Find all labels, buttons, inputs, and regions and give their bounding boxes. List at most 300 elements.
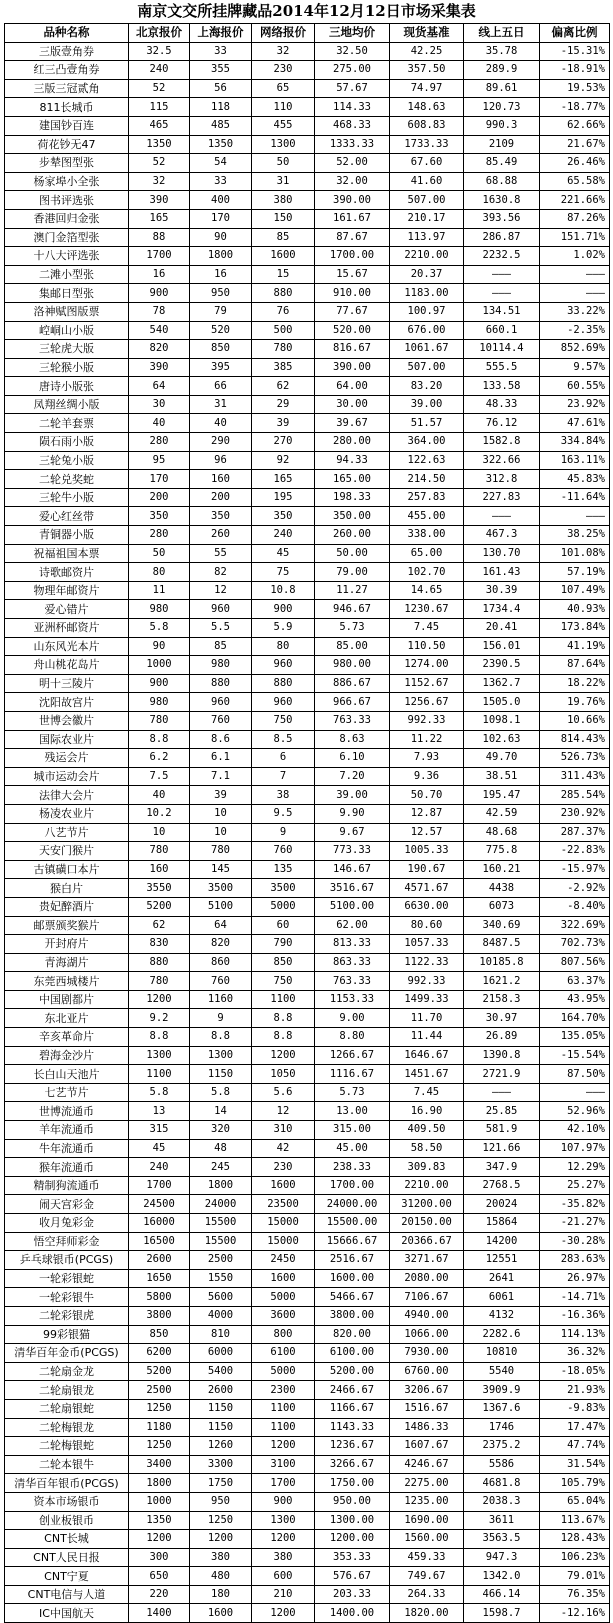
cell-deviation-ratio: 21.67%	[540, 135, 610, 154]
cell-item-name: 东莞西城楼片	[5, 972, 129, 991]
cell-spot-benchmark: 1499.33	[390, 990, 464, 1009]
cell-three-city-average: 1750.00	[315, 1474, 390, 1493]
cell-three-city-average: 5100.00	[315, 897, 390, 916]
cell-deviation-ratio: 47.61%	[540, 414, 610, 433]
cell-three-city-average: 5200.00	[315, 1362, 390, 1381]
cell-online-five-day: 35.78	[464, 42, 540, 61]
cell-online-price: 195	[252, 488, 315, 507]
cell-beijing-price: 88	[129, 228, 190, 247]
cell-beijing-price: 1000	[129, 1492, 190, 1511]
cell-item-name: 城市运动会片	[5, 767, 129, 786]
cell-item-name: 亚洲杯邮资片	[5, 619, 129, 638]
cell-online-five-day: 660.1	[464, 321, 540, 340]
cell-deviation-ratio: 62.66%	[540, 116, 610, 135]
cell-shanghai-price: 5100	[190, 897, 252, 916]
cell-online-price: 5000	[252, 1288, 315, 1307]
cell-beijing-price: 240	[129, 1158, 190, 1177]
cell-online-price: 29	[252, 395, 315, 414]
cell-deviation-ratio: -11.64%	[540, 488, 610, 507]
cell-beijing-price: 5.8	[129, 1083, 190, 1102]
cell-item-name: 闹天宫彩金	[5, 1195, 129, 1214]
cell-three-city-average: 15.67	[315, 265, 390, 284]
cell-three-city-average: 32.00	[315, 172, 390, 191]
cell-three-city-average: 57.67	[315, 79, 390, 98]
table-row	[5, 1195, 610, 1214]
cell-deviation-ratio: 114.13%	[540, 1325, 610, 1344]
cell-online-five-day: 120.73	[464, 98, 540, 117]
cell-item-name: 步辇图型张	[5, 154, 129, 173]
cell-shanghai-price: 1350	[190, 135, 252, 154]
cell-item-name: 物理年邮资片	[5, 581, 129, 600]
cell-online-five-day: 10114.4	[464, 340, 540, 359]
cell-spot-benchmark: 455.00	[390, 507, 464, 526]
cell-three-city-average: 5.73	[315, 619, 390, 638]
cell-shanghai-price: 350	[190, 507, 252, 526]
table-row	[5, 1344, 610, 1363]
cell-online-price: 310	[252, 1121, 315, 1140]
cell-online-five-day: 1362.7	[464, 674, 540, 693]
cell-online-five-day: 4681.8	[464, 1474, 540, 1493]
cell-online-price: 15	[252, 265, 315, 284]
cell-spot-benchmark: 749.67	[390, 1567, 464, 1586]
cell-three-city-average: 1236.67	[315, 1437, 390, 1456]
cell-online-price: 1100	[252, 990, 315, 1009]
cell-spot-benchmark: 12.57	[390, 823, 464, 842]
cell-online-price: 790	[252, 935, 315, 954]
cell-deviation-ratio: 63.37%	[540, 972, 610, 991]
cell-online-five-day: 2390.5	[464, 656, 540, 675]
cell-deviation-ratio: 173.84%	[540, 619, 610, 638]
cell-shanghai-price: 55	[190, 544, 252, 563]
cell-spot-benchmark: 11.70	[390, 1009, 464, 1028]
table-row	[5, 395, 610, 414]
cell-beijing-price: 1700	[129, 1176, 190, 1195]
cell-spot-benchmark: 357.50	[390, 61, 464, 80]
cell-spot-benchmark: 42.25	[390, 42, 464, 61]
cell-online-price: 12	[252, 1102, 315, 1121]
cell-online-five-day: 102.63	[464, 730, 540, 749]
cell-shanghai-price: 33	[190, 42, 252, 61]
table-row	[5, 1548, 610, 1567]
cell-deviation-ratio: 36.32%	[540, 1344, 610, 1363]
cell-spot-benchmark: 409.50	[390, 1121, 464, 1140]
cell-three-city-average: 946.67	[315, 600, 390, 619]
cell-beijing-price: 10.2	[129, 804, 190, 823]
cell-online-price: 65	[252, 79, 315, 98]
cell-beijing-price: 300	[129, 1548, 190, 1567]
table-row	[5, 265, 610, 284]
table-row	[5, 619, 610, 638]
cell-online-five-day: 1621.2	[464, 972, 540, 991]
cell-online-five-day: ———	[464, 284, 540, 303]
header-beijing-price: 北京报价	[129, 24, 190, 43]
cell-online-five-day: 581.9	[464, 1121, 540, 1140]
cell-online-five-day: 6073	[464, 897, 540, 916]
cell-deviation-ratio: 702.73%	[540, 935, 610, 954]
cell-shanghai-price: 90	[190, 228, 252, 247]
table-row	[5, 1325, 610, 1344]
cell-spot-benchmark: 39.00	[390, 395, 464, 414]
cell-deviation-ratio: 526.73%	[540, 749, 610, 768]
cell-item-name: 残运会片	[5, 749, 129, 768]
cell-deviation-ratio: 25.27%	[540, 1176, 610, 1195]
cell-online-price: 1050	[252, 1065, 315, 1084]
cell-three-city-average: 5466.67	[315, 1288, 390, 1307]
cell-online-five-day: 25.85	[464, 1102, 540, 1121]
cell-deviation-ratio: -15.31%	[540, 42, 610, 61]
cell-online-five-day: 1098.1	[464, 711, 540, 730]
cell-shanghai-price: 1150	[190, 1399, 252, 1418]
cell-online-price: 230	[252, 61, 315, 80]
cell-online-five-day: 156.01	[464, 637, 540, 656]
cell-item-name: 二轮本银牛	[5, 1455, 129, 1474]
cell-online-price: 8.5	[252, 730, 315, 749]
cell-deviation-ratio: 106.23%	[540, 1548, 610, 1567]
cell-online-price: 1300	[252, 135, 315, 154]
cell-item-name: 三轮猴小版	[5, 358, 129, 377]
cell-deviation-ratio: 42.10%	[540, 1121, 610, 1140]
cell-item-name: 二轮羊套票	[5, 414, 129, 433]
cell-item-name: 东北亚片	[5, 1009, 129, 1028]
cell-online-price: 9	[252, 823, 315, 842]
cell-deviation-ratio: 9.57%	[540, 358, 610, 377]
cell-deviation-ratio: -15.54%	[540, 1046, 610, 1065]
cell-deviation-ratio: -2.92%	[540, 879, 610, 898]
table-row	[5, 786, 610, 805]
cell-online-five-day: 30.39	[464, 581, 540, 600]
cell-three-city-average: 773.33	[315, 842, 390, 861]
cell-beijing-price: 1300	[129, 1046, 190, 1065]
cell-shanghai-price: 9	[190, 1009, 252, 1028]
cell-online-five-day: 775.8	[464, 842, 540, 861]
cell-online-five-day: 2109	[464, 135, 540, 154]
cell-three-city-average: 11.27	[315, 581, 390, 600]
cell-spot-benchmark: 50.70	[390, 786, 464, 805]
cell-item-name: 青海湖片	[5, 953, 129, 972]
table-row	[5, 507, 610, 526]
cell-shanghai-price: 290	[190, 433, 252, 452]
cell-spot-benchmark: 1451.67	[390, 1065, 464, 1084]
table-row	[5, 897, 610, 916]
cell-item-name: 精制狗流通币	[5, 1176, 129, 1195]
table-row	[5, 1399, 610, 1418]
cell-beijing-price: 45	[129, 1139, 190, 1158]
cell-shanghai-price: 16	[190, 265, 252, 284]
cell-beijing-price: 1250	[129, 1399, 190, 1418]
cell-item-name: CNT长城	[5, 1530, 129, 1549]
cell-three-city-average: 50.00	[315, 544, 390, 563]
cell-item-name: 三轮虎大版	[5, 340, 129, 359]
cell-online-price: 31	[252, 172, 315, 191]
cell-shanghai-price: 180	[190, 1585, 252, 1604]
table-row	[5, 358, 610, 377]
cell-spot-benchmark: 6760.00	[390, 1362, 464, 1381]
cell-shanghai-price: 355	[190, 61, 252, 80]
cell-three-city-average: 390.00	[315, 358, 390, 377]
cell-shanghai-price: 760	[190, 711, 252, 730]
cell-online-price: 270	[252, 433, 315, 452]
cell-deviation-ratio: -8.40%	[540, 897, 610, 916]
cell-three-city-average: 6.10	[315, 749, 390, 768]
table-row	[5, 953, 610, 972]
cell-shanghai-price: 780	[190, 842, 252, 861]
cell-deviation-ratio: -2.35%	[540, 321, 610, 340]
cell-shanghai-price: 15500	[190, 1214, 252, 1233]
cell-shanghai-price: 64	[190, 916, 252, 935]
cell-beijing-price: 9.2	[129, 1009, 190, 1028]
cell-online-price: 8.8	[252, 1009, 315, 1028]
cell-beijing-price: 1200	[129, 1530, 190, 1549]
table-row	[5, 247, 610, 266]
cell-spot-benchmark: 9.36	[390, 767, 464, 786]
table-row	[5, 1214, 610, 1233]
cell-spot-benchmark: 51.57	[390, 414, 464, 433]
cell-deviation-ratio: 113.67%	[540, 1511, 610, 1530]
cell-spot-benchmark: 309.83	[390, 1158, 464, 1177]
cell-spot-benchmark: 4246.67	[390, 1455, 464, 1474]
cell-deviation-ratio: 43.95%	[540, 990, 610, 1009]
cell-spot-benchmark: 992.33	[390, 711, 464, 730]
header-spot-benchmark: 现货基准	[390, 24, 464, 43]
table-row	[5, 1121, 610, 1140]
cell-spot-benchmark: 1122.33	[390, 953, 464, 972]
table-row	[5, 228, 610, 247]
cell-three-city-average: 1143.33	[315, 1418, 390, 1437]
cell-three-city-average: 8.80	[315, 1028, 390, 1047]
cell-beijing-price: 78	[129, 302, 190, 321]
cell-three-city-average: 79.00	[315, 563, 390, 582]
cell-online-price: 1600	[252, 1269, 315, 1288]
table-row	[5, 804, 610, 823]
cell-spot-benchmark: 4940.00	[390, 1306, 464, 1325]
cell-beijing-price: 3550	[129, 879, 190, 898]
cell-online-price: 85	[252, 228, 315, 247]
cell-three-city-average: 24000.00	[315, 1195, 390, 1214]
table-row	[5, 321, 610, 340]
cell-item-name: 长白山天池片	[5, 1065, 129, 1084]
cell-three-city-average: 64.00	[315, 377, 390, 396]
cell-three-city-average: 863.33	[315, 953, 390, 972]
cell-online-five-day: 14200	[464, 1232, 540, 1251]
cell-online-five-day: 20024	[464, 1195, 540, 1214]
cell-online-five-day: 286.87	[464, 228, 540, 247]
table-row	[5, 990, 610, 1009]
cell-online-price: 900	[252, 1492, 315, 1511]
cell-beijing-price: 390	[129, 191, 190, 210]
cell-online-price: 1200	[252, 1046, 315, 1065]
cell-online-price: 3500	[252, 879, 315, 898]
cell-beijing-price: 95	[129, 451, 190, 470]
cell-beijing-price: 280	[129, 433, 190, 452]
cell-item-name: 诗歌邮资片	[5, 563, 129, 582]
cell-online-price: 960	[252, 656, 315, 675]
cell-online-five-day: 68.88	[464, 172, 540, 191]
cell-spot-benchmark: 11.22	[390, 730, 464, 749]
cell-three-city-average: 315.00	[315, 1121, 390, 1140]
cell-spot-benchmark: 2275.00	[390, 1474, 464, 1493]
cell-online-price: 75	[252, 563, 315, 582]
cell-deviation-ratio: 26.46%	[540, 154, 610, 173]
cell-beijing-price: 3400	[129, 1455, 190, 1474]
cell-shanghai-price: 380	[190, 1548, 252, 1567]
price-table	[4, 23, 610, 1623]
cell-online-five-day: 48.68	[464, 823, 540, 842]
cell-online-price: 210	[252, 1585, 315, 1604]
cell-three-city-average: 1200.00	[315, 1530, 390, 1549]
cell-item-name: 二轮兑奖蛇	[5, 470, 129, 489]
cell-beijing-price: 5200	[129, 897, 190, 916]
cell-spot-benchmark: 12.87	[390, 804, 464, 823]
table-row	[5, 135, 610, 154]
cell-shanghai-price: 145	[190, 860, 252, 879]
cell-deviation-ratio: -21.27%	[540, 1214, 610, 1233]
cell-shanghai-price: 4000	[190, 1306, 252, 1325]
cell-beijing-price: 1650	[129, 1269, 190, 1288]
table-row	[5, 172, 610, 191]
cell-spot-benchmark: 7106.67	[390, 1288, 464, 1307]
cell-beijing-price: 540	[129, 321, 190, 340]
cell-shanghai-price: 12	[190, 581, 252, 600]
cell-three-city-average: 1700.00	[315, 1176, 390, 1195]
table-row	[5, 1102, 610, 1121]
cell-online-five-day: 2375.2	[464, 1437, 540, 1456]
cell-spot-benchmark: 1256.67	[390, 693, 464, 712]
cell-beijing-price: 1180	[129, 1418, 190, 1437]
cell-item-name: 澳门金箔型张	[5, 228, 129, 247]
cell-online-price: 80	[252, 637, 315, 656]
cell-three-city-average: 260.00	[315, 526, 390, 545]
cell-spot-benchmark: 7.45	[390, 1083, 464, 1102]
cell-beijing-price: 220	[129, 1585, 190, 1604]
table-row	[5, 79, 610, 98]
cell-beijing-price: 6200	[129, 1344, 190, 1363]
cell-beijing-price: 830	[129, 935, 190, 954]
cell-shanghai-price: 245	[190, 1158, 252, 1177]
cell-deviation-ratio: 87.64%	[540, 656, 610, 675]
cell-beijing-price: 62	[129, 916, 190, 935]
cell-beijing-price: 390	[129, 358, 190, 377]
cell-online-price: 135	[252, 860, 315, 879]
cell-beijing-price: 780	[129, 972, 190, 991]
cell-three-city-average: 390.00	[315, 191, 390, 210]
cell-online-five-day: 1390.8	[464, 1046, 540, 1065]
cell-spot-benchmark: 1183.00	[390, 284, 464, 303]
cell-three-city-average: 5.73	[315, 1083, 390, 1102]
cell-online-five-day: 2768.5	[464, 1176, 540, 1195]
cell-deviation-ratio: -18.77%	[540, 98, 610, 117]
cell-item-name: 香港回归金张	[5, 209, 129, 228]
table-row	[5, 860, 610, 879]
table-row	[5, 488, 610, 507]
cell-beijing-price: 900	[129, 284, 190, 303]
cell-spot-benchmark: 16.90	[390, 1102, 464, 1121]
cell-online-price: 2300	[252, 1381, 315, 1400]
table-row	[5, 1269, 610, 1288]
table-row	[5, 116, 610, 135]
table-row	[5, 711, 610, 730]
cell-online-five-day: 466.14	[464, 1585, 540, 1604]
cell-beijing-price: 24500	[129, 1195, 190, 1214]
cell-online-five-day: 2232.5	[464, 247, 540, 266]
cell-shanghai-price: 2500	[190, 1251, 252, 1270]
cell-item-name: 清华百年金币(PCGS)	[5, 1344, 129, 1363]
cell-online-five-day: 3563.5	[464, 1530, 540, 1549]
cell-online-five-day: 322.66	[464, 451, 540, 470]
cell-online-five-day: 26.89	[464, 1028, 540, 1047]
cell-online-five-day: 393.56	[464, 209, 540, 228]
cell-shanghai-price: 54	[190, 154, 252, 173]
cell-item-name: 天安门猴片	[5, 842, 129, 861]
cell-shanghai-price: 1150	[190, 1418, 252, 1437]
header-row	[5, 24, 610, 43]
table-row	[5, 526, 610, 545]
cell-three-city-average: 165.00	[315, 470, 390, 489]
table-row	[5, 1083, 610, 1102]
cell-item-name: 一轮彩银牛	[5, 1288, 129, 1307]
cell-item-name: 三版三冠贰角	[5, 79, 129, 98]
cell-online-five-day: 49.70	[464, 749, 540, 768]
cell-shanghai-price: 400	[190, 191, 252, 210]
table-row	[5, 154, 610, 173]
cell-shanghai-price: 485	[190, 116, 252, 135]
table-row	[5, 879, 610, 898]
table-row	[5, 1455, 610, 1474]
cell-deviation-ratio: 26.97%	[540, 1269, 610, 1288]
table-row	[5, 1362, 610, 1381]
cell-online-five-day: 89.61	[464, 79, 540, 98]
cell-beijing-price: 52	[129, 79, 190, 98]
cell-deviation-ratio: 87.50%	[540, 1065, 610, 1084]
cell-deviation-ratio: 852.69%	[540, 340, 610, 359]
cell-shanghai-price: 85	[190, 637, 252, 656]
cell-item-name: CNT宁夏	[5, 1567, 129, 1586]
cell-shanghai-price: 1250	[190, 1511, 252, 1530]
cell-item-name: 明十三陵片	[5, 674, 129, 693]
cell-beijing-price: 165	[129, 209, 190, 228]
cell-deviation-ratio: 76.35%	[540, 1585, 610, 1604]
cell-beijing-price: 880	[129, 953, 190, 972]
cell-beijing-price: 1700	[129, 247, 190, 266]
cell-item-name: 悟空拜师彩金	[5, 1232, 129, 1251]
cell-three-city-average: 1116.67	[315, 1065, 390, 1084]
cell-spot-benchmark: 608.83	[390, 116, 464, 135]
cell-online-price: 9.5	[252, 804, 315, 823]
cell-online-price: 750	[252, 711, 315, 730]
cell-three-city-average: 966.67	[315, 693, 390, 712]
cell-online-price: 110	[252, 98, 315, 117]
table-row	[5, 191, 610, 210]
cell-online-five-day: 8487.5	[464, 935, 540, 954]
cell-three-city-average: 980.00	[315, 656, 390, 675]
cell-three-city-average: 45.00	[315, 1139, 390, 1158]
cell-online-price: 15000	[252, 1232, 315, 1251]
cell-spot-benchmark: 459.33	[390, 1548, 464, 1567]
cell-beijing-price: 1350	[129, 1511, 190, 1530]
cell-beijing-price: 30	[129, 395, 190, 414]
cell-online-price: 900	[252, 600, 315, 619]
cell-shanghai-price: 1800	[190, 1176, 252, 1195]
cell-three-city-average: 1300.00	[315, 1511, 390, 1530]
table-row	[5, 767, 610, 786]
cell-three-city-average: 32.50	[315, 42, 390, 61]
cell-item-name: 青铜器小版	[5, 526, 129, 545]
table-row	[5, 302, 610, 321]
cell-spot-benchmark: 210.17	[390, 209, 464, 228]
cell-spot-benchmark: 992.33	[390, 972, 464, 991]
cell-deviation-ratio: 814.43%	[540, 730, 610, 749]
table-row	[5, 1306, 610, 1325]
cell-online-five-day: 10810	[464, 1344, 540, 1363]
